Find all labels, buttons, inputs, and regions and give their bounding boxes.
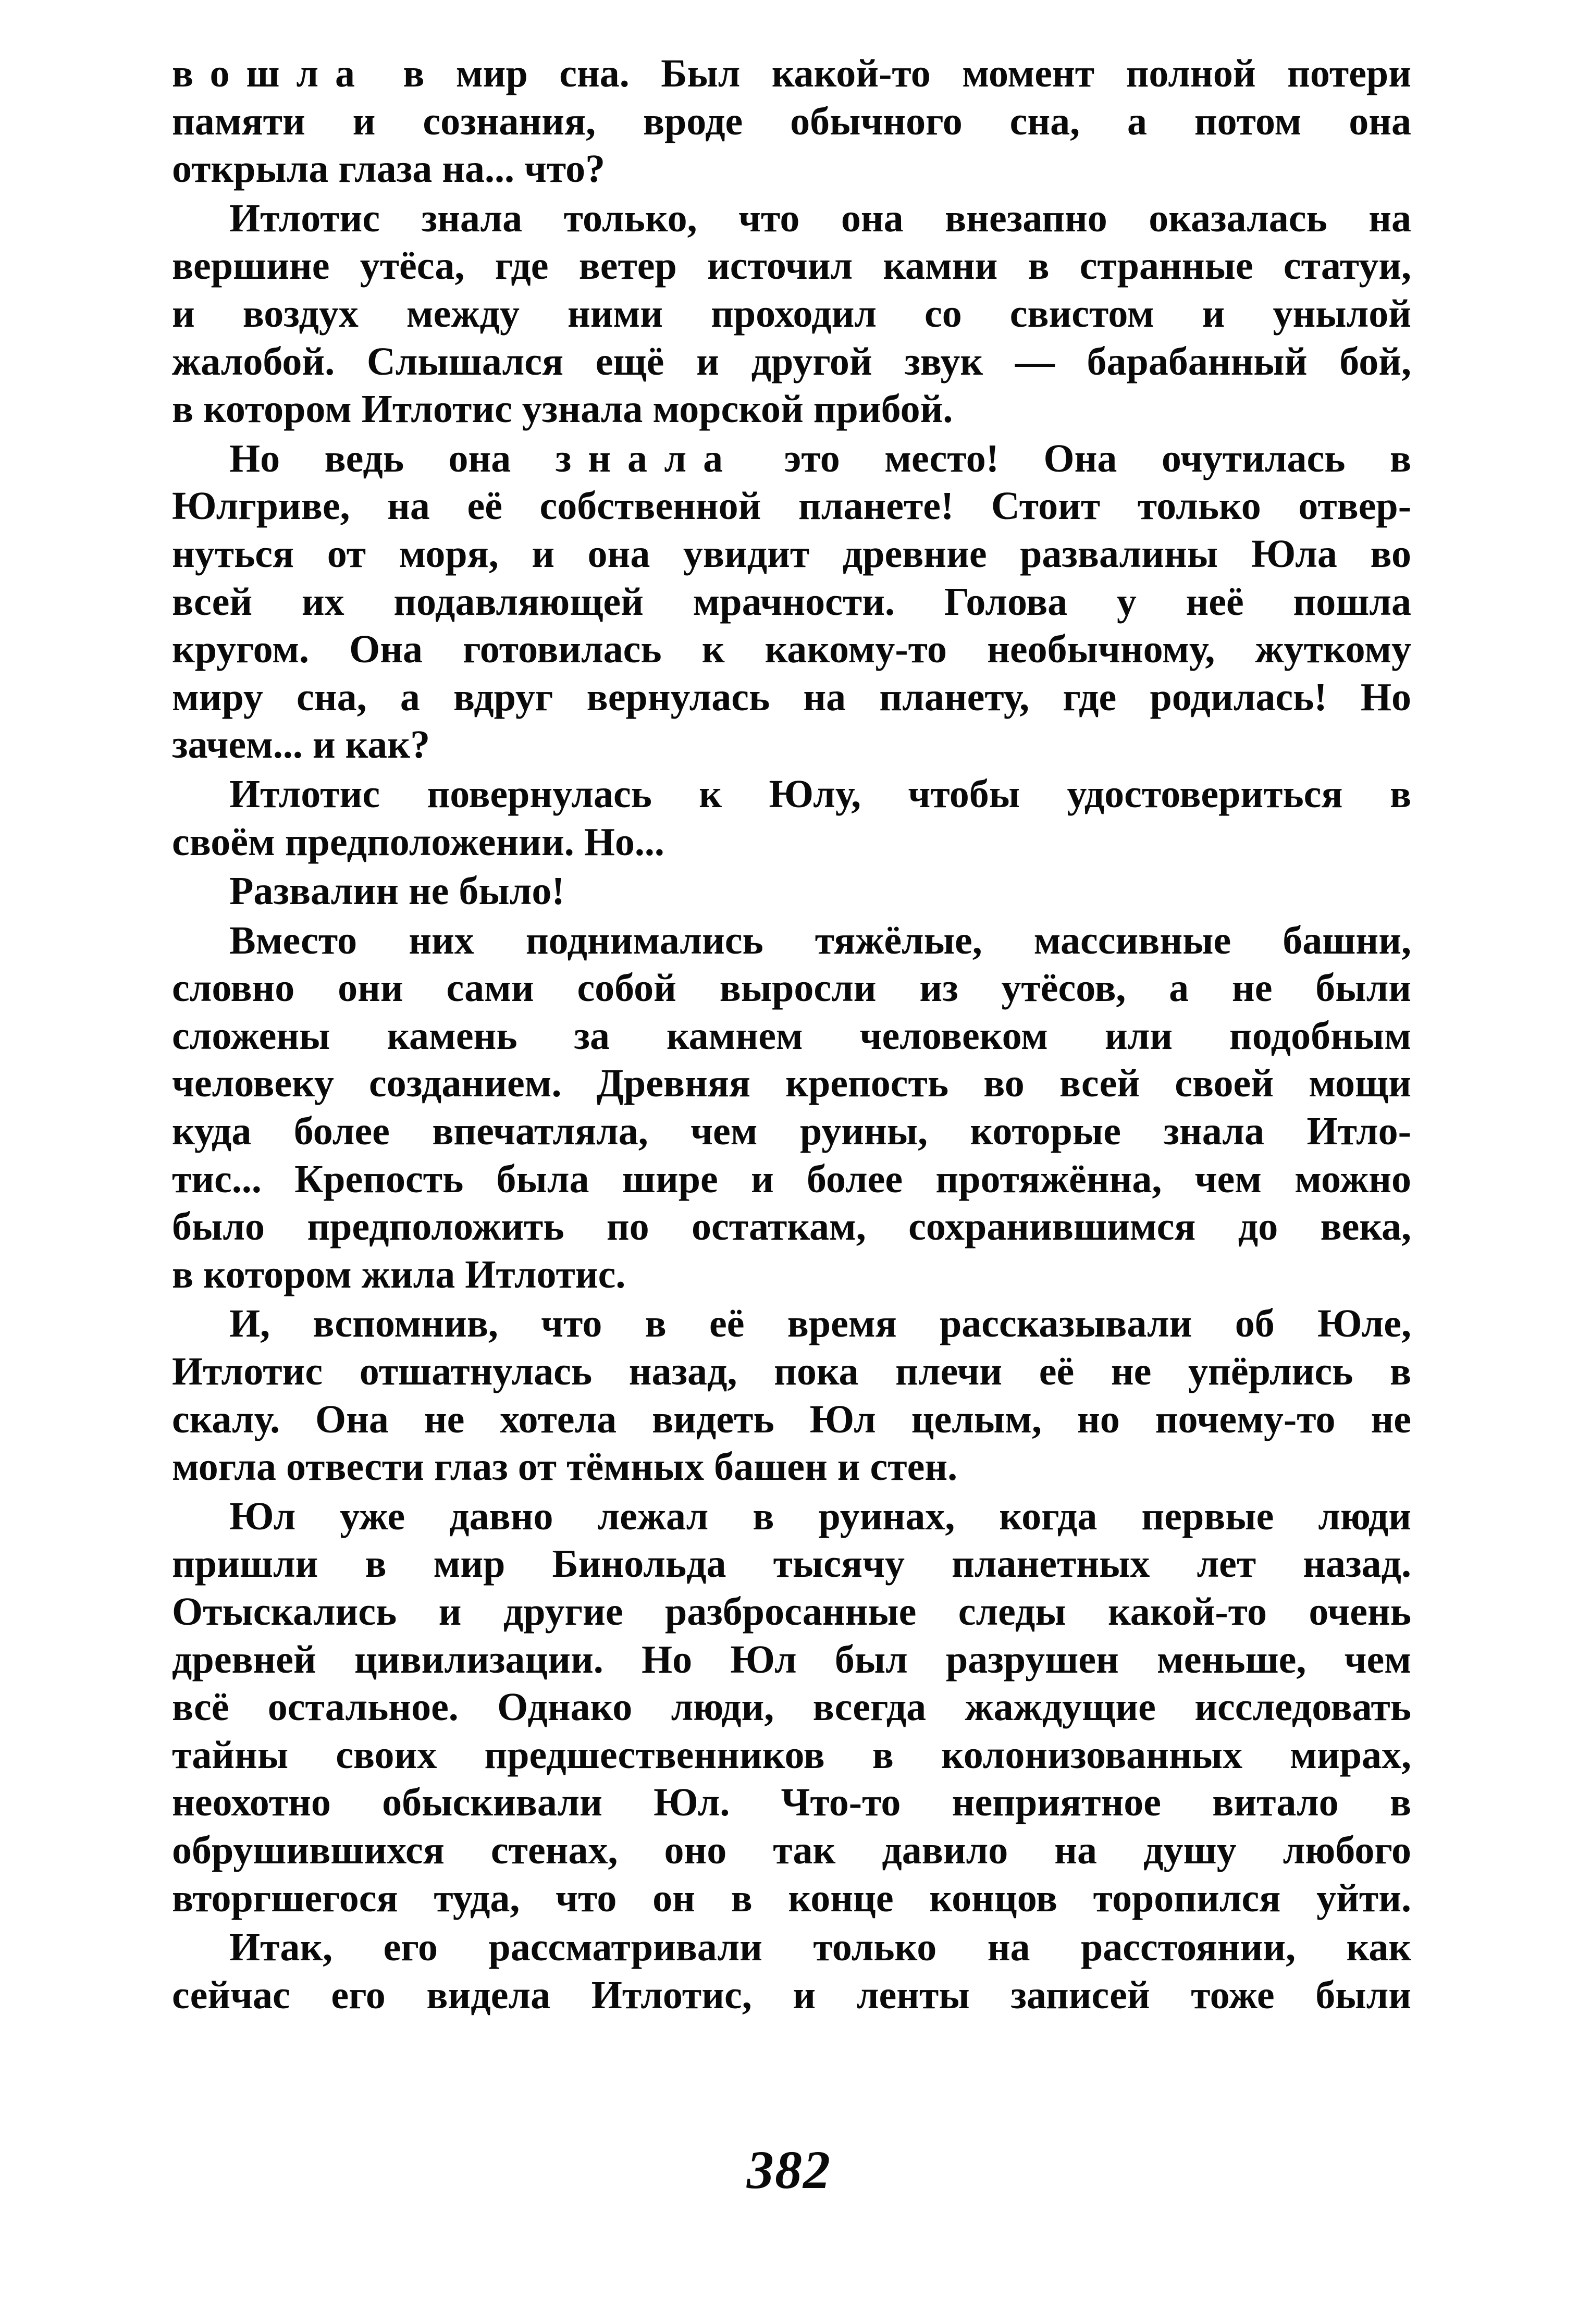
- text-line: и воздух между ними проходил со свистом и унылой: [172, 291, 1411, 336]
- text-line: И, вспомнив, что в её время рассказывали об Юле,: [229, 1302, 1411, 1346]
- text-line: куда более впечатляла, чем руины, которые знала Итло-: [172, 1109, 1411, 1154]
- text-line: жалобой. Слышался ещё и другой звук — барабанный бой,: [172, 339, 1411, 384]
- text-line: пришли в мир Бинольда тысячу планетных лет назад.: [172, 1542, 1411, 1586]
- paragraph: [172, 1493, 1411, 1922]
- text-line: Юлгриве, на её собственной планете! Стоит только отвер-: [172, 484, 1411, 528]
- text-line: вторгшегося туда, что он в конце концов торопился уйти.: [172, 1876, 1411, 1920]
- text-line: обрушившихся стенах, оно так давило на душу любого: [172, 1828, 1411, 1872]
- paragraph: [172, 435, 1411, 769]
- text-line: Итак, его рассматривали только на расстоянии, как: [229, 1925, 1411, 1970]
- text-line: нуться от моря, и она увидит древние развалины Юла во: [172, 531, 1411, 576]
- text-line: в котором жила Итлотис.: [172, 1252, 626, 1296]
- text-line: тис... Крепость была шире и более протяжённа, чем можно: [172, 1157, 1411, 1201]
- text-line: в котором Итлотис узнала морской прибой.: [172, 387, 953, 431]
- text-line: человеку созданием. Древняя крепость во всей своей мощи: [172, 1061, 1411, 1106]
- paragraph: [172, 195, 1411, 434]
- text-line: памяти и сознания, вроде обычного сна, а потом она: [172, 99, 1411, 143]
- text-line: всё остальное. Однако люди, всегда жаждущие исследовать: [172, 1685, 1411, 1729]
- paragraph: [172, 868, 1411, 916]
- text-line: словно они сами собой выросли из утёсов, а не были: [172, 966, 1411, 1010]
- text-line: Отыскались и другие разбросанные следы какой-то очень: [172, 1590, 1411, 1634]
- paragraph: [172, 50, 1411, 193]
- text-line: неохотно обыскивали Юл. Что-то неприятное витало в: [172, 1781, 1411, 1825]
- text-line: всей их подавляющей мрачности. Голова у неё пошла: [172, 579, 1411, 624]
- text-line: Итлотис отшатнулась назад, пока плечи её не упёрлись в: [172, 1350, 1411, 1394]
- emphasized-word: знала: [555, 436, 740, 480]
- text-line: было предположить по остаткам, сохранившимся до века,: [172, 1205, 1411, 1249]
- text-line: скалу. Она не хотела видеть Юл целым, но почему-то не: [172, 1397, 1411, 1441]
- body-text: [172, 50, 1411, 2019]
- text-line: Вместо них поднимались тяжёлые, массивные башни,: [229, 918, 1411, 962]
- text-line: тайны своих предшественников в колонизованных мирах,: [172, 1733, 1411, 1777]
- text-line: Итлотис знала только, что она внезапно оказалась на: [229, 196, 1411, 240]
- text-line: зачем... и как?: [172, 723, 430, 767]
- text-line: миру сна, а вдруг вернулась на планету, где родилась! Но: [172, 675, 1411, 719]
- paragraph: [172, 771, 1411, 866]
- text-line: древней цивилизации. Но Юл был разрушен меньше, чем: [172, 1637, 1411, 1682]
- text-line: могла отвести глаз от тёмных башен и стен.: [172, 1445, 958, 1489]
- text-line: открыла глаза на... что?: [172, 147, 606, 191]
- paragraph: [172, 1300, 1411, 1491]
- text-line: вошла в мир сна. Был какой-то момент полной потери: [172, 52, 1411, 95]
- page-number: 382: [746, 2140, 832, 2200]
- text-line: Но ведь она знала это место! Она очутилась в: [229, 436, 1412, 480]
- paragraph: [172, 917, 1411, 1299]
- emphasized-word: вошла: [172, 52, 372, 95]
- text-line: сложены камень за камнем человеком или подобным: [172, 1013, 1411, 1058]
- text-line: вершине утёса, где ветер источил камни в странные статуи,: [172, 244, 1411, 288]
- text-line: кругом. Она готовилась к какому-то необычному, жуткому: [172, 627, 1411, 672]
- text-line: своём предположении. Но...: [172, 820, 664, 864]
- text-line: Развалин не было!: [229, 869, 565, 913]
- text-line: Юл уже давно лежал в руинах, когда первые люди: [229, 1494, 1411, 1538]
- paragraph: [172, 1924, 1411, 2019]
- text-line: сейчас его видела Итлотис, и ленты записей тоже были: [172, 1973, 1411, 2017]
- text-line: Итлотис повернулась к Юлу, чтобы удостовериться в: [229, 772, 1411, 816]
